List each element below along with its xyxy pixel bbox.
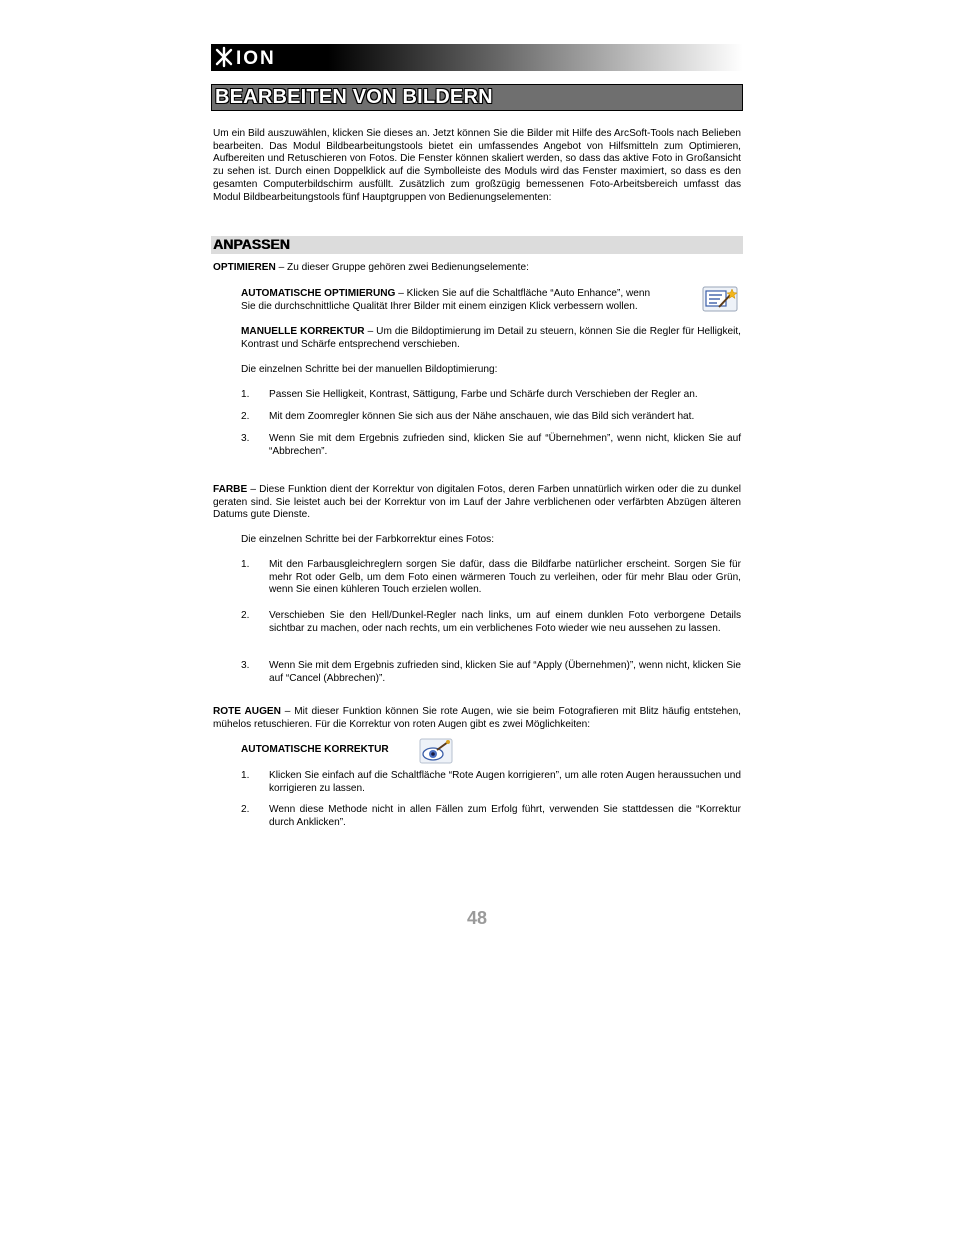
step-number: 2. [241, 411, 250, 422]
step-text: Klicken Sie einfach auf die Schaltfläche “Rote Augen korrigieren”, um alle roten Augen heraussuchen und korrigieren zu lassen. [269, 770, 741, 794]
section-bar [211, 236, 743, 254]
auto-optimierung-text-1: – Klicken Sie auf die Schaltfläche “Auto Enhance”, wenn [395, 288, 651, 299]
auto-enhance-icon[interactable] [702, 286, 738, 312]
manuelle-korrektur-paragraph [241, 326, 741, 351]
farbe-text: – Diese Funktion dient der Korrektur von digitalen Fotos, deren Farben unnatürlich wirken oder die zu dunkel geraten sind. Sie leistet auch bei der Korrektur von im Lauf der Jahre verblichenen oder verfärbten Abzügen älteren Datums gute Dienste. [213, 484, 741, 521]
step-number: 1. [241, 559, 250, 570]
rote-augen-paragraph [213, 706, 741, 731]
ion-logo-icon [213, 46, 287, 68]
intro-paragraph: Um ein Bild auszuwählen, klicken Sie dieses an. Jetzt können Sie die Bilder mit Hilfe des ArcSoft-Tools nach Belieben bearbeiten. Das Modul Bildbearbeitungstools bietet ein umfassendes Angebot von Hilfsmitteln zum Optimieren, Aufbereiten und Retuschieren von Fotos. Die Fenster können skaliert werden, so dass das aktive Foto in Großansicht zu sehen ist. Durch einen Doppelklick auf die Symbolleiste des Moduls wird das Fenster maximiert, so dass es den gesamten Computerbildschirm ausfüllt. Zusätzlich zum großzügig bemessenen Foto-Arbeitsbereich umfasst das Modul Bildbearbeitungstools fünf Hauptgruppen von Bedienungselementen: [213, 128, 741, 203]
page-title: BEARBEITEN VON BILDERN [215, 86, 493, 108]
rote-augen-text: – Mit dieser Funktion können Sie rote Augen, wie sie beim Fotografieren mit Blitz häufig entstehen, mühelos retuschieren. Für die Korrektur von roten Augen gibt es zwei Möglichkeiten: [213, 706, 741, 730]
step-number: 3. [241, 433, 250, 444]
optimieren-paragraph [213, 262, 741, 275]
step-text: Mit den Farbausgleichreglern sorgen Sie dafür, dass die Bildfarbe natürlicher erscheint. Sorgen Sie für mehr Rot oder Gelb, um dem Foto einen wärmeren Touch zu verleihen, oder für mehr Blau oder Grün, wenn Sie einen kühleren Touch erzielen wollen. [269, 559, 741, 596]
rote-augen-label: ROTE AUGEN [213, 706, 281, 717]
automatische-korrektur-label: AUTOMATISCHE KORREKTUR [241, 744, 389, 755]
step-text: Verschieben Sie den Hell/Dunkel-Regler nach links, um auf einem dunklen Foto verborgene Details sichtbar zu machen, oder nach rechts, um ein verblichenes Foto wieder wie neu aussehen zu lassen. [269, 610, 741, 634]
step-number: 1. [241, 770, 250, 781]
brand-bar [211, 44, 743, 71]
page-title-bar [211, 84, 743, 111]
manuelle-korrektur-label: MANUELLE KORREKTUR [241, 326, 365, 337]
step-text: Wenn Sie mit dem Ergebnis zufrieden sind, klicken Sie auf “Apply (Übernehmen)”, wenn nicht, klicken Sie auf “Cancel (Abbrechen)”. [269, 660, 741, 684]
step-text: Wenn Sie mit dem Ergebnis zufrieden sind, klicken Sie auf “Übernehmen”, wenn nicht, klicken Sie auf “Abbrechen”. [269, 433, 741, 457]
manuelle-korrektur-text: – Um die Bildoptimierung im Detail zu steuern, können Sie die Regler für Helligkeit, Kontrast und Schärfe entsprechend verschieben. [241, 326, 741, 350]
auto-optimierung-label: AUTOMATISCHE OPTIMIERUNG [241, 288, 396, 299]
farbe-label: FARBE [213, 484, 248, 495]
auto-optimierung-text-2: Sie die durchschnittliche Qualität Ihrer Bilder mit einem einzigen Klick verbessern wollen. [241, 301, 638, 312]
page-number: 48 [466, 908, 488, 928]
optimieren-label: OPTIMIEREN [213, 262, 276, 273]
step-number: 2. [241, 610, 250, 621]
optimieren-text: – Zu dieser Gruppe gehören zwei Bedienungselemente: [275, 262, 529, 273]
red-eye-icon[interactable] [419, 738, 453, 764]
svg-text:ION: ION [236, 48, 276, 68]
step-number: 3. [241, 660, 250, 671]
step-number: 1. [241, 389, 250, 400]
auto-optimierung-line1 [241, 288, 701, 301]
step-text: Wenn diese Methode nicht in allen Fällen zum Erfolg führt, verwenden Sie stattdessen die “Korrektur durch Anklicken”. [269, 804, 741, 828]
farbe-steps-intro: Die einzelnen Schritte bei der Farbkorrektur eines Fotos: [241, 534, 495, 545]
farbe-paragraph [213, 484, 741, 522]
step-text: Mit dem Zoomregler können Sie sich aus der Nähe anschauen, wie das Bild sich verändert hat. [269, 411, 695, 422]
manuelle-steps-intro: Die einzelnen Schritte bei der manuellen Bildoptimierung: [241, 364, 498, 375]
section-title: ANPASSEN [213, 236, 290, 252]
step-number: 2. [241, 804, 250, 815]
step-text: Passen Sie Helligkeit, Kontrast, Sättigung, Farbe und Schärfe durch Verschieben der Regler an. [269, 389, 698, 400]
